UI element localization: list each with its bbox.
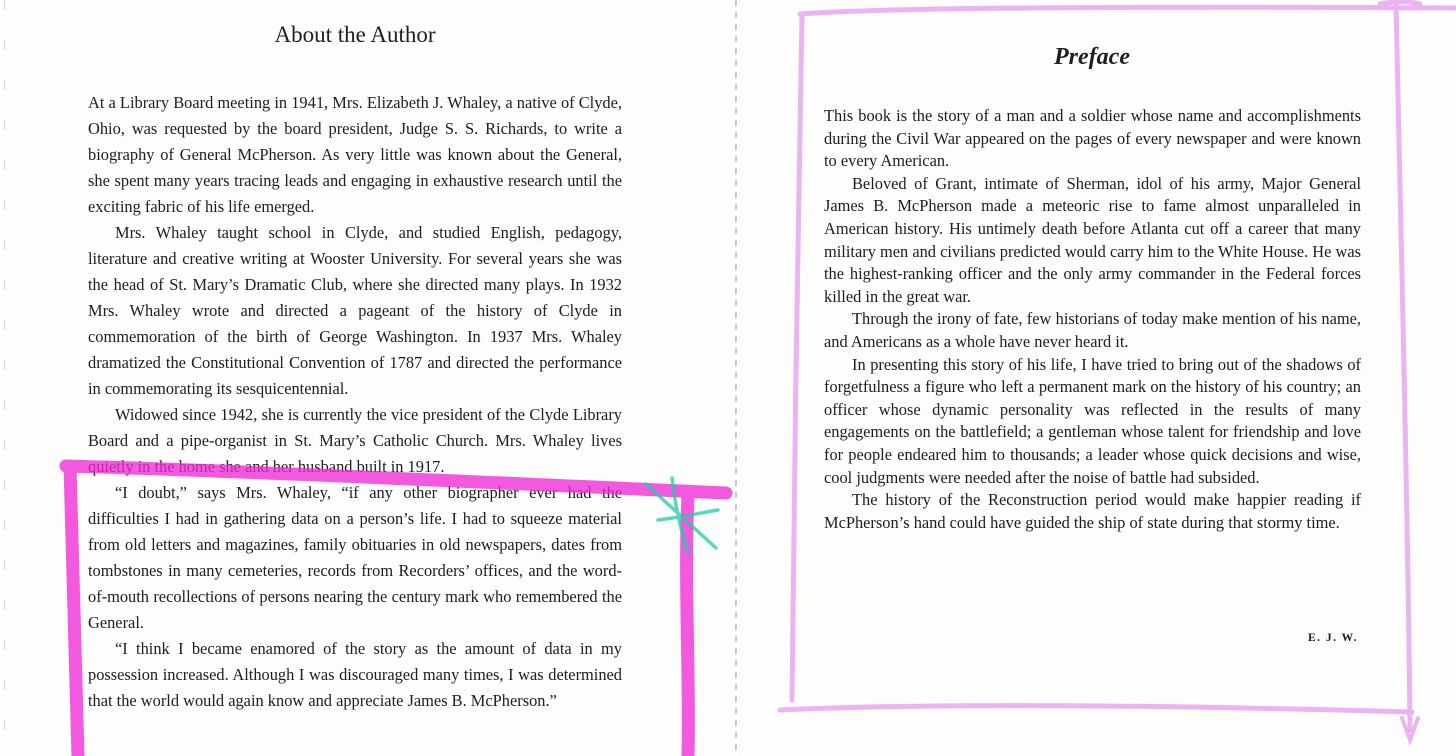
preface-body — [824, 105, 1361, 534]
about-author-paragraph-1: At a Library Board meeting in 1941, Mrs. Elizabeth J. Whaley, a native of Clyde, Ohio, was requested by the board president, Judge S. S. Richards, to write a biography of General McPherson. As very little was known about the General, she spent many years tracing leads and engaging in exhaustive research until the exciting fabric of his life emerged. — [88, 93, 622, 216]
about-author-paragraph-3: Widowed since 1942, she is currently the vice president of the Clyde Library Board and a pipe-organist in St. Mary’s Catholic Church. Mrs. Whaley lives quietly in the home she and her husband built in 1917. — [88, 405, 622, 476]
about-author-body — [88, 90, 622, 714]
about-author-paragraph-5: “I think I became enamored of the story as the amount of data in my possession increased. Although I was discouraged many times, I was determined that the world would again know and appreciate James B. McPherson.” — [88, 639, 622, 710]
preface-initials: E. J. W. — [1307, 632, 1358, 644]
right-page — [737, 0, 1456, 756]
preface-paragraph-3: Through the irony of fate, few historians of today make mention of his name, and Americans as a whole have never heard it. — [824, 309, 1361, 351]
preface-paragraph-1: This book is the story of a man and a soldier whose name and accomplishments during the Civil War appeared on the pages of every newspaper and were known to every American. — [824, 106, 1361, 171]
preface-paragraph-4: In presenting this story of his life, I have tried to bring out of the shadows of forgetfulness a figure who left a permanent mark on the history of his country; an officer whose dynamic personality was reflected in the results of many engagements on the battlefield; a gentleman whose talent for friendship and love for people endeared him to thousands; a leader whose quick decisions and wise, cool judgments were needed after the noise of battle had subsided. — [824, 354, 1361, 487]
preface-paragraph-2: Beloved of Grant, intimate of Sherman, idol of his army, Major General James B. McPherson made a meteoric rise to fame almost unparalleled in American history. His untimely death before Atlanta cut off a career that many military men and civilians predicted would carry him to the White House. He was the highest-ranking officer and the only army commander in the Federal forces killed in the great war. — [824, 173, 1361, 306]
about-author-paragraph-2: Mrs. Whaley taught school in Clyde, and studied English, pedagogy, literature and creative writing at Wooster University. For several years she was the head of St. Mary’s Dramatic Club, where she directed many plays. In 1932 Mrs. Whaley wrote and directed a pageant of the history of Clyde in commemoration of the birth of George Washington. In 1937 Mrs. Whaley dramatized the Constitutional Convention of 1787 and directed the performance in commemorating its sesquicentennial. — [88, 223, 622, 398]
preface-title: Preface — [1054, 44, 1130, 70]
about-author-paragraph-4: “I doubt,” says Mrs. Whaley, “if any other biographer ever had the difficulties I had in gathering data on a person’s life. I had to squeeze material from old letters and magazines, family obituaries in old newspapers, dates from tombstones in many cemeteries, records from Recorders’ offices, and the word-of-mouth recollections of persons nearing the century mark who remembered the General. — [88, 483, 622, 632]
preface-paragraph-5: The history of the Reconstruction period would make happier reading if McPherson’s hand could have guided the ship of state during that stormy time. — [824, 490, 1361, 532]
about-author-title: About the Author — [274, 22, 436, 47]
page-edge-marks — [4, 0, 5, 756]
